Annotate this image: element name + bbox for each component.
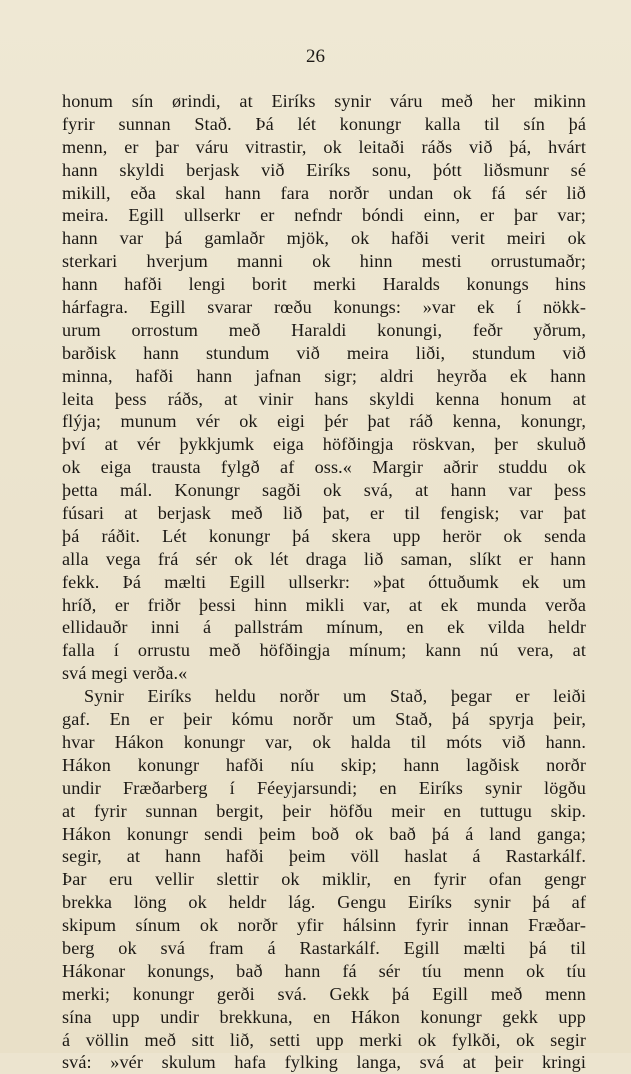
- text-line: meira. Egill ullserkr er nefndr bóndi einn, er þar var;: [62, 205, 586, 226]
- text-line: hárfagra. Egill svarar rœðu konungs: »var ek í nökk-: [62, 297, 586, 318]
- text-line: hann hafði lengi borit merki Haralds konungs hins: [62, 274, 586, 295]
- body-text: [62, 90, 586, 1074]
- text-line: brekka löng ok heldr lág. Gengu Eiríks synir þá af: [62, 892, 586, 913]
- text-line: hríð, er friðr þessi hinn mikli var, at ek munda verða: [62, 594, 586, 615]
- text-line: Hákonar konungs, bað hann fá sér tíu menn ok tíu: [62, 960, 586, 981]
- text-line: merki; konungr gerði svá. Gekk þá Egill með menn: [62, 983, 586, 1004]
- text-line: hann skyldi berjask við Eiríks sonu, þótt liðsmunr sé: [62, 159, 586, 180]
- text-line: þetta mál. Konungr sagði ok svá, at hann var þess: [62, 480, 586, 501]
- text-line: fekk. Þá mælti Egill ullserkr: »þat óttuðumk ek um: [62, 571, 586, 592]
- text-line: honum sín ørindi, at Eiríks synir váru með her mikinn: [62, 91, 586, 111]
- text-line: Hákon konungr sendi þeim boð ok bað þá á land ganga;: [62, 823, 586, 844]
- text-line: svá: »vér skulum hafa fylking langa, svá at þeir kringi: [62, 1052, 586, 1073]
- text-line: berg ok svá fram á Rastarkálf. Egill mælti þá til: [62, 937, 586, 958]
- text-line: barðisk hann stundum við meira liði, stundum við: [62, 342, 586, 363]
- text-line: menn, er þar váru vitrastir, ok leitaði ráðs við þá, hvárt: [62, 136, 586, 157]
- text-line: at fyrir sunnan bergit, þeir höfðu meir en tuttugu skip.: [62, 800, 586, 821]
- text-line: svá megi verða.«: [62, 663, 188, 684]
- text-line: flýja; munum vér ok eigi þér þat ráð kenna, konungr,: [62, 411, 586, 432]
- text-line: segir, at hann hafði þeim völl haslat á Rastarkálf.: [62, 846, 586, 867]
- text-line: fyrir sunnan Stað. Þá lét konungr kalla til sín þá: [62, 113, 586, 134]
- text-line: ellidauðr inni á pallstrám mínum, en ek vilda heldr: [62, 617, 586, 638]
- text-line: minna, hafði hann jafnan sigr; aldri heyrða ek hann: [62, 365, 586, 386]
- text-line: Hákon konungr hafði níu skip; hann lagðisk norðr: [62, 754, 586, 775]
- text-line: skipum sínum ok norðr yfir hálsinn fyrir innan Fræðar-: [62, 915, 586, 936]
- text-line: þá ráðit. Lét konungr þá skera upp herör ok senda: [62, 525, 586, 546]
- text-line: falla í orrustu með höfðingja mínum; kann nú vera, at: [62, 640, 586, 661]
- text-line: sína upp undir brekkuna, en Hákon konungr gekk upp: [62, 1006, 586, 1027]
- text-line: urum orrostum með Haraldi konungi, feðr yðrum,: [62, 319, 586, 340]
- text-line: Þar eru vellir slettir ok miklir, en fyrir ofan gengr: [62, 869, 586, 890]
- page-number: 26: [306, 46, 325, 67]
- text-line: gaf. En er þeir kómu norðr um Stað, þá spyrja þeir,: [62, 709, 586, 730]
- text-line: undir Fræðarberg í Féeyjarsundi; en Eiríks synir lögðu: [62, 777, 586, 798]
- text-line: Synir Eiríks heldu norðr um Stað, þegar er leiði: [84, 686, 586, 707]
- text-line: alla vega frá sér ok lét draga lið saman, slíkt er hann: [62, 548, 586, 569]
- text-line: sterkari hverjum manni ok hinn mesti orrustumaðr;: [62, 251, 586, 272]
- text-line: fúsari at berjask með lið þat, er til fengisk; var þat: [62, 503, 586, 524]
- text-line: hvar Hákon konungr var, ok halda til móts við hann.: [62, 731, 586, 752]
- text-line: mikill, eða skal hann fara norðr undan ok fá sér lið: [62, 182, 586, 203]
- text-line: því at vér þykkjumk eiga höfðingja röskvan, þer skuluð: [62, 434, 586, 455]
- text-line: hann var þá gamlaðr mjök, ok hafði verit meiri ok: [62, 228, 586, 249]
- text-line: á völlin með sitt lið, setti upp merki ok fylkði, ok segir: [62, 1029, 586, 1050]
- text-line: leita þess ráðs, at vinir hans skyldi kenna honum at: [62, 388, 586, 409]
- text-line: ok eiga trausta fylgð af oss.« Margir aðrir studdu ok: [62, 457, 586, 478]
